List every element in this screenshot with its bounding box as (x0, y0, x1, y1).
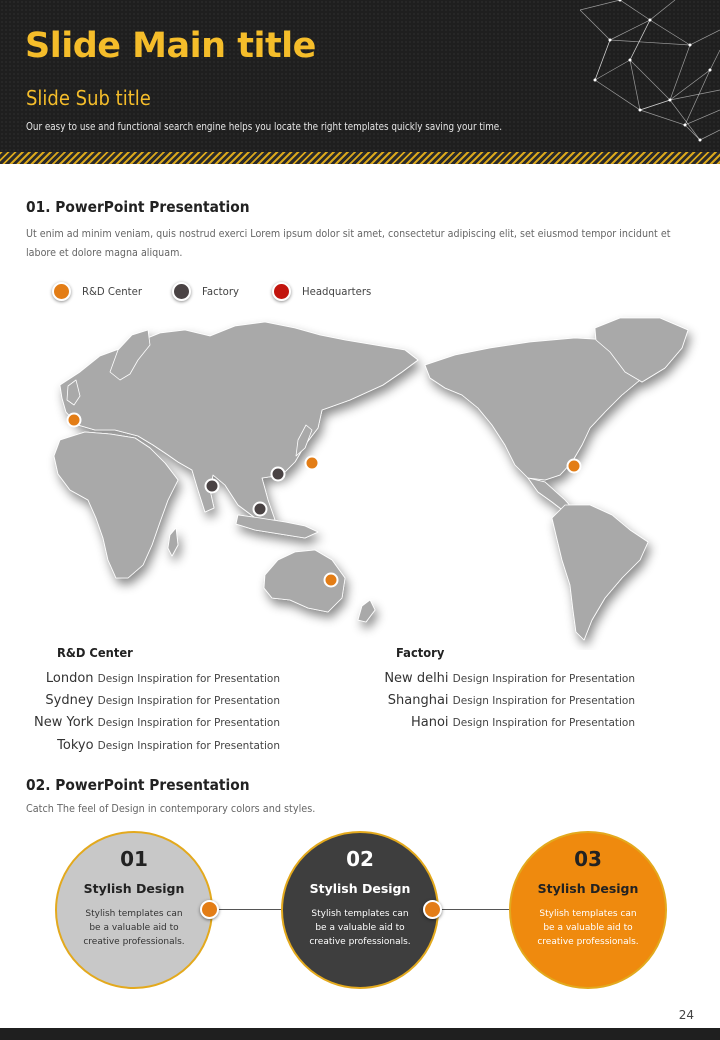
south-america-shape (552, 505, 648, 640)
list-item (45, 689, 280, 708)
list-item (384, 667, 635, 686)
circle-description: Stylish templates can be a valuable aid to creative professionals. (309, 909, 411, 947)
section1-description: Ut enim ad minim veniam, quis nostrud exerci Lorem ipsum dolor sit amet, consectetur adipiscing elit, set eiusmod tempor incidunt et labore et dolore magna aliquam. (26, 228, 671, 259)
madagascar-shape (168, 528, 178, 556)
circle-title: Stylish Design (309, 881, 411, 896)
city-name: New delhi (384, 671, 453, 686)
section1-title: 01. PowerPoint Presentation (26, 198, 250, 216)
header-description: Our easy to use and functional search engine helps you locate the right templates quickly saving your time. (26, 121, 503, 133)
page-title: Slide Main title (25, 26, 316, 66)
factory-dot-icon (172, 282, 191, 301)
circle-title: Stylish Design (83, 881, 185, 896)
legend-item-factory (172, 282, 242, 301)
rd-center-list (34, 645, 280, 765)
section2-title: 02. PowerPoint Presentation (26, 776, 250, 794)
list-item (388, 689, 635, 708)
city-description: Design Inspiration for Presentation (97, 673, 280, 685)
legend-item-rd-center (52, 282, 147, 301)
section2-description: Catch The feel of Design in contemporary colors and styles. (26, 803, 316, 815)
legend-item-headquarters (272, 282, 377, 301)
rd-center-title: R&D Center (57, 645, 133, 660)
legend-label: Headquarters (302, 285, 372, 298)
footer-bar (0, 1028, 720, 1040)
rd-center-dot-icon (52, 282, 71, 301)
circle-number: 02 (346, 847, 374, 871)
city-name: New York (34, 715, 98, 730)
hatch-divider (0, 152, 720, 164)
feature-circle-03 (509, 831, 667, 989)
marker-shanghai (272, 468, 285, 481)
circle-number: 01 (120, 847, 148, 871)
circle-description: Stylish templates can be a valuable aid to creative professionals. (83, 909, 185, 947)
city-description: Design Inspiration for Presentation (452, 673, 635, 685)
marker-sydney (325, 574, 338, 587)
list-item (34, 711, 280, 730)
feature-circle-01 (55, 831, 213, 989)
connector-dot-icon (423, 900, 442, 919)
legend-label: Factory (202, 285, 239, 298)
new-zealand-shape (358, 600, 375, 622)
city-description: Design Inspiration for Presentation (452, 695, 635, 707)
legend-label: R&D Center (82, 285, 143, 298)
connector-line (432, 909, 512, 910)
factory-list (384, 645, 635, 745)
page-subtitle: Slide Sub title (26, 86, 151, 110)
list-item (46, 667, 280, 686)
city-description: Design Inspiration for Presentation (452, 717, 635, 729)
indonesia-shape (236, 515, 318, 538)
city-name: Hanoi (410, 715, 453, 730)
circle-description: Stylish templates can be a valuable aid to creative professionals. (537, 909, 639, 947)
city-description: Design Inspiration for Presentation (97, 695, 280, 707)
africa-shape (54, 432, 178, 578)
marker-hanoi (254, 503, 267, 516)
list-item (411, 711, 635, 730)
header-banner (0, 0, 720, 152)
marker-new-delhi (206, 480, 219, 493)
marker-london (68, 414, 81, 427)
marker-tokyo (306, 457, 319, 470)
list-item (57, 734, 280, 753)
connector-line (210, 909, 286, 910)
factory-title: Factory (396, 645, 445, 660)
connector-dot-icon (200, 900, 219, 919)
city-description: Design Inspiration for Presentation (97, 740, 280, 752)
city-name: Sydney (45, 693, 98, 708)
feature-circle-02 (281, 831, 439, 989)
world-map (0, 310, 720, 650)
marker-new-york (568, 460, 581, 473)
city-name: Tokyo (57, 738, 98, 753)
circle-number: 03 (574, 847, 602, 871)
city-name: Shanghai (387, 693, 453, 708)
network-graphic-icon (580, 0, 720, 152)
city-name: London (45, 671, 98, 686)
headquarters-dot-icon (272, 282, 291, 301)
city-description: Design Inspiration for Presentation (97, 717, 280, 729)
page-number: 24 (678, 1008, 694, 1022)
circle-title: Stylish Design (537, 881, 639, 896)
